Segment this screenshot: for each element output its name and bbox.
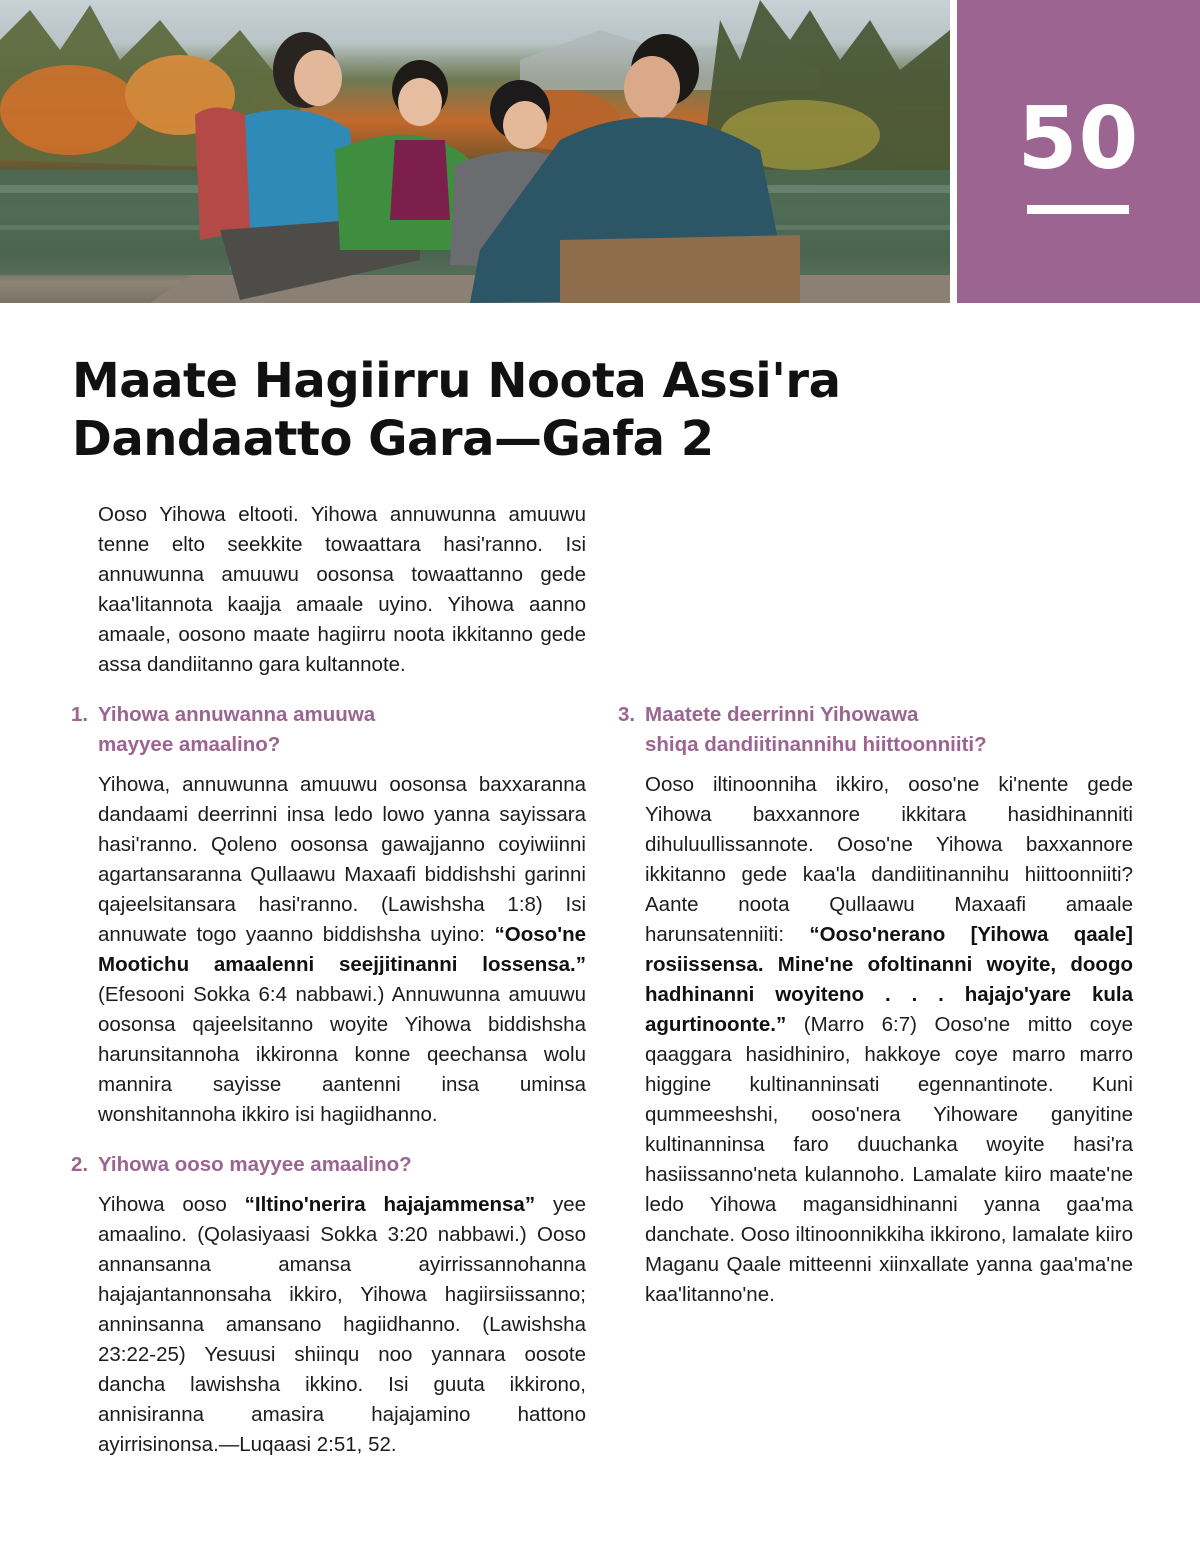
question-2-line-1: Yihowa ooso mayyee amaalino? — [98, 1153, 412, 1176]
intro-paragraph: Ooso Yihowa eltooti. Yihowa annuwunna amuuwu tenne elto seekkite towaattara hasi'ranno. Isi annuwunna amuuwu oosonsa towaattanno gede kaa'litannota kaajja amaale uyino. Yihowa aanno amaale, oosono maate hagiirru noota ikkitanno gede assa dandiitanno gara kultannote. — [98, 503, 586, 676]
question-2-number: 2. — [71, 1153, 89, 1176]
title-line-2: Dandaatto Gara—Gafa 2 — [72, 411, 714, 467]
section-2-paragraph — [98, 1190, 586, 1460]
section-3-text-after: (Marro 6:7) Ooso'ne mitto coye qaaggara hasidhiniro, hakkoye coye marro marro higgine kultinanninsati egennantinote. Kuni qummeeshshi, ooso'nera Yihoware ganyitine kultinanninsa faro duuchanka woyite hasi'ra hasiissanno'neta kulannoho. Lamalate kiiro maate'ne ledo Yihowa magansidhinanni yanna gaa'ma danchate. Ooso iltinoonnikkiha ikkirono, lamalate kiiro Maganu Qaale mitteenni xiinxallate yanna gaa'ma'ne kaa'litanno'ne. — [645, 1013, 1133, 1306]
photo-illustration — [0, 0, 950, 303]
question-3-number: 3. — [618, 703, 636, 726]
section-3-paragraph — [645, 770, 1133, 1310]
left-column — [71, 500, 586, 1460]
question-1-number: 1. — [71, 703, 89, 726]
header-photo-family-by-lake — [0, 0, 950, 303]
section-1-text-after: (Efesooni Sokka 6:4 nabbawi.) Annuwunna amuuwu oosonsa qajeelsitanno woyite Yihowa biddishsha harunsitannoha ikkironna konne qeechansa wolu mannira sayisse aantenni insa uminsa wonshitannoha ikkiro isi hagiidhanno. — [98, 983, 586, 1126]
section-3-text-before: Ooso iltinoonniha ikkiro, ooso'ne ki'nente gede Yihowa baxxannore ikkitara hasidhinanniti dihuluullissannote. Ooso'ne Yihowa baxxannore ikkitanno gede kaa'la dandiitinannihu hiittoonniiti? Aante noota Qullaawu Maxaafi amaale harunsatenniiti: — [645, 773, 1133, 946]
section-3-quote: “Ooso'nerano [Yihowa qaale] rosiissensa. Mine'ne ofoltinanni woyite, doogo hadhinanni woyiteno . . . hajajo'yare kula agurtinoonte.” — [645, 923, 1134, 1036]
section-1-text-before: Yihowa, annuwunna amuuwu oosonsa baxxaranna dandaami deerrinni insa ledo lowo yanna sayissara hasi'ranno. Qoleno oosonsa gawajjanno coyiwiinni agartansaranna Qullaawu Maxaafi biddishshi garinni qajeelsitansara hasi'ranno. (Lawishsha 1:8) Isi annuwate togo yaanno biddishsha uyino: — [98, 773, 586, 946]
question-3 — [618, 700, 1133, 760]
right-column — [618, 500, 1134, 1310]
lesson-number-block — [957, 0, 1200, 303]
question-2 — [71, 1150, 586, 1180]
question-1 — [71, 700, 586, 760]
lesson-number-underline — [1027, 205, 1129, 214]
section-1-paragraph — [98, 770, 586, 1130]
lesson-number: 50 — [1017, 89, 1140, 189]
section-2-text-after: yee amaalino. (Qolasiyaasi Sokka 3:20 nabbawi.) Ooso annansanna amansa ayirrissannohanna hajajantannonsaha ikkiro, Yihowa hagiirsiissanno; anninsanna amansano hagiidhanno. (Lawishsha 23:22-25) Yesuusi shiinqu noo yannara oosote dancha lawishsha ikkino. Isi guuta ikkirono, annisiranna amasira hajajamino hattono ayirrisinonsa.—Luqaasi 2:51, 52. — [98, 1193, 586, 1456]
question-3-line-2: shiqa dandiitinannihu hiittoonniiti? — [645, 733, 987, 756]
section-1-quote: “Ooso'ne Mootichu amaalenni seejjitinanni lossensa.” — [98, 923, 586, 976]
section-2-text-before: Yihowa ooso — [98, 1193, 245, 1216]
question-1-line-1: Yihowa annuwanna amuuwa — [98, 703, 376, 726]
title-line-1: Maate Hagiirru Noota Assi'ra — [72, 353, 841, 409]
section-2-quote: “Iltino'nerira hajajammensa” — [244, 1193, 536, 1216]
question-1-line-2: mayyee amaalino? — [98, 733, 281, 756]
question-3-line-1: Maatete deerrinni Yihowawa — [645, 703, 919, 726]
page-title — [72, 352, 1052, 468]
